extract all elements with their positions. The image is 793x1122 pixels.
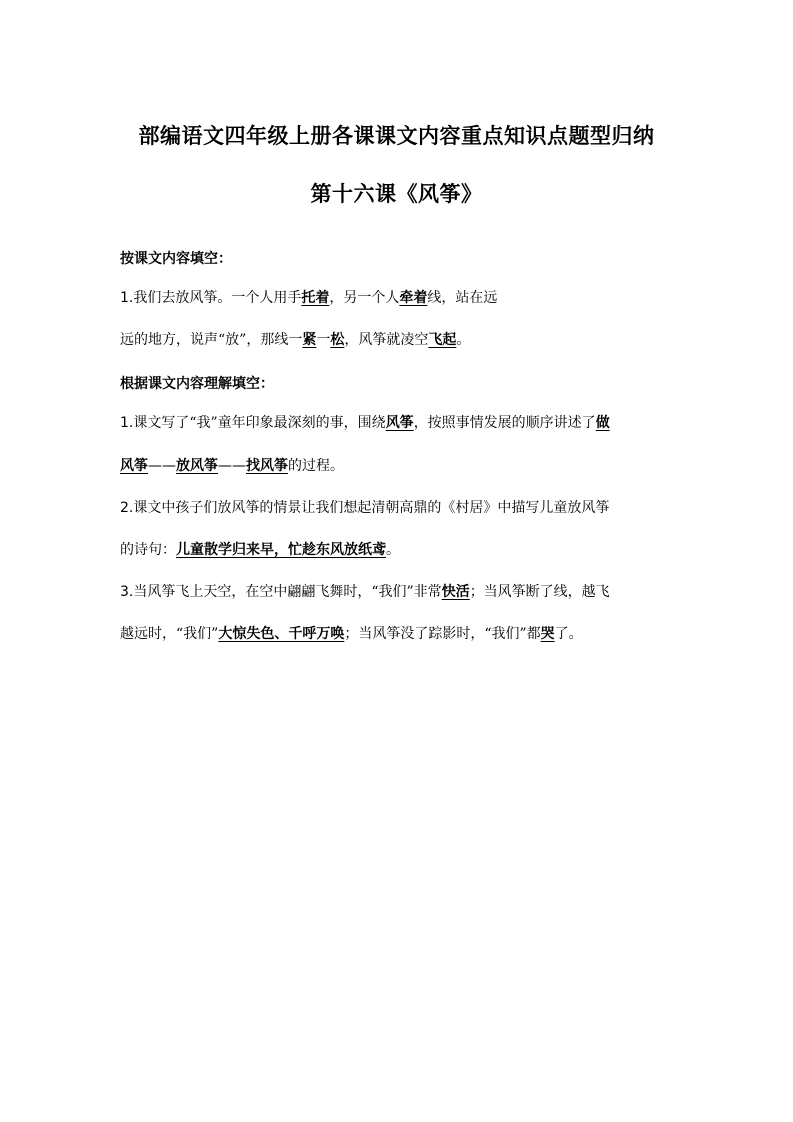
question-text: 我们去放风筝。一个人用手 bbox=[133, 290, 302, 306]
s2-q2-line2 bbox=[120, 540, 675, 560]
question-text: 了。 bbox=[554, 626, 583, 642]
section-heading-comprehension: 根据课文内容理解填空： bbox=[120, 376, 274, 392]
s2-q1-line1 bbox=[120, 413, 675, 433]
question-text: 。 bbox=[386, 542, 400, 558]
question-text: 越远时，“我们” bbox=[120, 626, 219, 642]
s2-q3-line1 bbox=[120, 582, 675, 602]
answer-blank: 紧 bbox=[302, 332, 317, 348]
answer-blank: 托着 bbox=[301, 290, 330, 306]
question-number: 3. bbox=[120, 584, 134, 600]
answer-blank: 找风筝 bbox=[246, 458, 288, 474]
question-text: ，另一个人 bbox=[329, 290, 400, 306]
answer-blank: 牵着 bbox=[399, 290, 428, 306]
answer-blank: 儿童散学归来早，忙趁东风放纸鸢 bbox=[176, 542, 386, 558]
question-text: ，风筝就凌空 bbox=[344, 332, 429, 348]
question-text: 一 bbox=[316, 332, 331, 348]
document-title: 部编语文四年级上册各课课文内容重点知识点题型归纳 bbox=[138, 124, 655, 148]
answer-blank: 风筝 bbox=[120, 458, 148, 474]
question-number: 1. bbox=[120, 415, 134, 431]
answer-blank: 飞起 bbox=[428, 332, 457, 348]
question-number: 1. bbox=[120, 290, 134, 306]
s2-q3-line2 bbox=[120, 624, 675, 644]
question-text: 当风筝飞上天空，在空中翩翩飞舞时，“我们”非常 bbox=[133, 584, 442, 600]
question-number: 2. bbox=[120, 500, 134, 516]
question-text: 远的地方，说声“放”，那线一 bbox=[120, 332, 303, 348]
s1-q1-line2 bbox=[120, 330, 675, 350]
answer-blank: 松 bbox=[330, 332, 345, 348]
s2-q1-line2 bbox=[120, 456, 675, 476]
question-text: 课文写了“我”童年印象最深刻的事，围绕 bbox=[133, 415, 386, 431]
question-text: ；当风筝断了线，越飞 bbox=[469, 584, 610, 600]
section-heading-fill-in: 按课文内容填空： bbox=[120, 251, 232, 267]
answer-blank: 做 bbox=[595, 415, 610, 431]
answer-blank: 风筝 bbox=[385, 415, 414, 431]
dash-separator: —— bbox=[148, 458, 176, 474]
dash-separator: —— bbox=[218, 458, 246, 474]
s1-q1-line1 bbox=[120, 288, 675, 308]
question-text: 的诗句： bbox=[120, 542, 176, 558]
question-text: ；当风筝没了踪影时，“我们”都 bbox=[344, 626, 541, 642]
s2-q2-line1 bbox=[120, 498, 675, 518]
question-text: ，按照事情发展的顺序讲述了 bbox=[413, 415, 596, 431]
answer-blank: 放风筝 bbox=[176, 458, 218, 474]
question-text: 。 bbox=[456, 332, 471, 348]
lesson-title: 第十六课《风筝》 bbox=[310, 182, 483, 206]
question-text: 线，站在远 bbox=[427, 290, 498, 306]
answer-blank: 快活 bbox=[441, 584, 470, 600]
answer-blank: 大惊失色、千呼万唤 bbox=[218, 626, 345, 642]
question-text: 课文中孩子们放风筝的情景让我们想起清朝高鼎的《村居》中描写儿童放风筝 bbox=[133, 500, 610, 516]
question-text: 的过程。 bbox=[288, 458, 344, 474]
answer-blank: 哭 bbox=[540, 626, 555, 642]
